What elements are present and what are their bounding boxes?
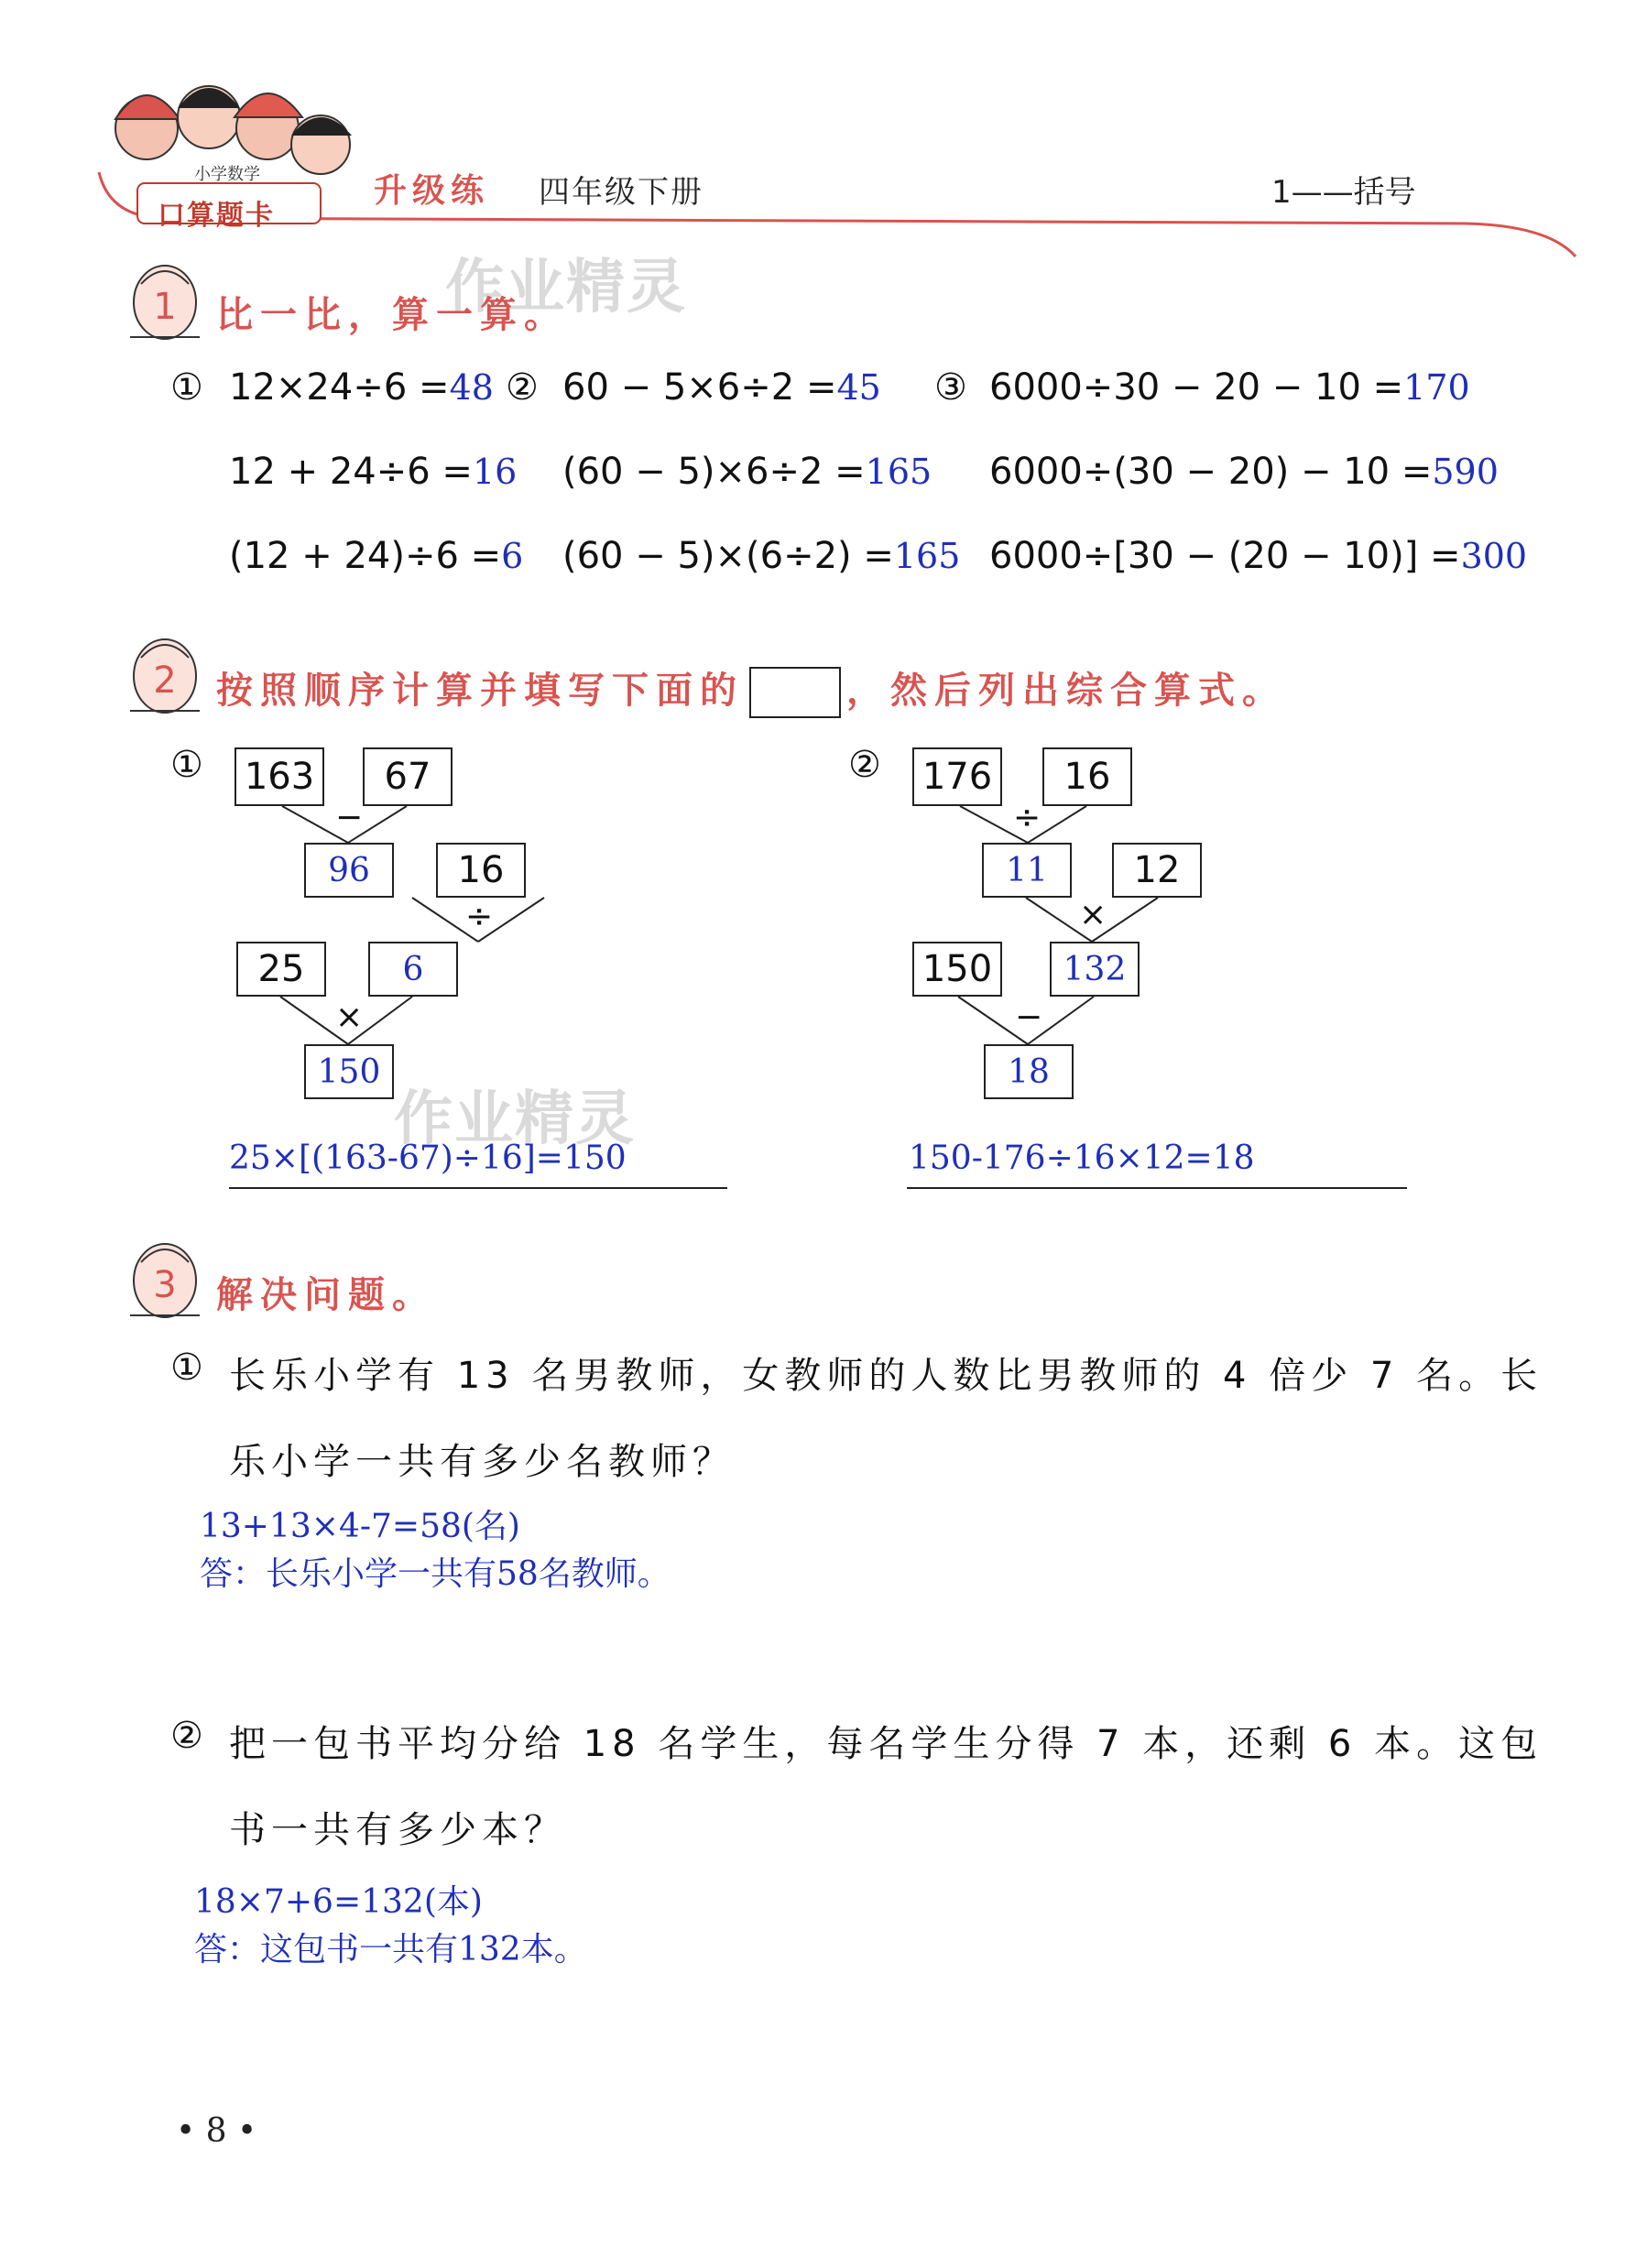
svg-text:3: 3 xyxy=(153,1264,177,1306)
item-marker: ③ xyxy=(934,366,967,409)
number-box: 16 xyxy=(436,843,526,898)
item-marker: ② xyxy=(170,1715,203,1757)
svg-text:2: 2 xyxy=(153,660,177,702)
operator: − xyxy=(335,799,364,836)
number-box: 67 xyxy=(363,747,453,806)
solution-answer: 答：长乐小学一共有58名教师。 xyxy=(200,1555,671,1593)
svg-text:1: 1 xyxy=(153,286,177,328)
question-text: 乐小学一共有多少名教师？ xyxy=(229,1441,735,1483)
expression: 6000÷30 − 20 − 10 =170 xyxy=(989,366,1470,409)
expression: 60 − 5×6÷2 =45 xyxy=(562,366,881,409)
number-box: 16 xyxy=(1042,747,1132,806)
answer-box: 96 xyxy=(304,843,394,898)
expression: 12×24÷6 =48 xyxy=(229,366,494,409)
expression: (60 − 5)×(6÷2) =165 xyxy=(562,535,961,577)
operator: ÷ xyxy=(1013,799,1042,836)
item-marker: ② xyxy=(506,366,539,409)
item-marker: ② xyxy=(848,744,881,786)
item-marker: ① xyxy=(170,744,203,786)
operator: − xyxy=(1015,998,1043,1036)
answer: 6 xyxy=(501,536,524,576)
number-box: 163 xyxy=(234,747,324,806)
expression: (12 + 24)÷6 =6 xyxy=(229,535,524,577)
solution-answer: 答：这包书一共有132本。 xyxy=(194,1931,587,1968)
answer-box: 18 xyxy=(984,1044,1074,1099)
operator: ÷ xyxy=(465,898,494,935)
section-3-title: 解决问题。 xyxy=(216,1274,436,1316)
answer: 170 xyxy=(1403,367,1470,408)
expression: 6000÷[30 − (20 − 10)] =300 xyxy=(989,535,1528,577)
formula-underline xyxy=(907,1187,1407,1189)
answer-box: 150 xyxy=(304,1044,394,1099)
chapter-label: 1——括号 xyxy=(1271,174,1416,211)
question-text: 把一包书平均分给 18 名学生，每名学生分得 7 本，还剩 6 本。这包 xyxy=(229,1723,1543,1765)
brand-title: 升级练 xyxy=(374,172,490,210)
number-box: 25 xyxy=(236,942,326,997)
answer: 590 xyxy=(1432,452,1499,492)
watermark: 作业精灵 xyxy=(445,254,687,322)
question-text: 长乐小学有 13 名男教师，女教师的人数比男教师的 4 倍少 7 名。长 xyxy=(229,1355,1543,1397)
solution-calc: 13+13×4-7=58(名) xyxy=(200,1508,520,1545)
answer: 165 xyxy=(865,452,932,492)
watermark: 作业精灵 xyxy=(394,1085,636,1153)
answer: 165 xyxy=(893,536,961,576)
page-number: • 8 • xyxy=(176,2112,257,2150)
answer: 48 xyxy=(449,367,494,408)
operator: × xyxy=(1079,896,1107,933)
answer: 45 xyxy=(836,367,881,408)
answer-box: 132 xyxy=(1050,942,1140,997)
section-3-badge-icon xyxy=(121,1237,203,1328)
answer: 300 xyxy=(1460,536,1528,576)
logo-small-text: 小学数学 xyxy=(194,165,260,184)
question-text: 书一共有多少本？ xyxy=(229,1809,566,1851)
number-box: 176 xyxy=(912,747,1002,806)
expression: 12 + 24÷6 =16 xyxy=(229,451,518,493)
formula: 150-176÷16×12=18 xyxy=(909,1139,1255,1177)
operator: × xyxy=(335,998,364,1036)
expression: (60 − 5)×6÷2 =165 xyxy=(562,451,932,493)
grade-label: 四年级下册 xyxy=(539,174,703,211)
item-marker: ① xyxy=(170,1347,203,1389)
section-2-title: 按照顺序计算并填写下面的 ，然后列出综合算式。 xyxy=(216,661,1286,718)
answer-box: 11 xyxy=(982,843,1072,898)
answer-box: 6 xyxy=(368,942,458,997)
number-box: 12 xyxy=(1112,843,1202,898)
formula-underline xyxy=(229,1187,727,1189)
expression: 6000÷(30 − 20) − 10 =590 xyxy=(989,451,1499,493)
answer: 16 xyxy=(472,452,518,492)
item-marker: ① xyxy=(170,366,203,409)
solution-calc: 18×7+6=132(本) xyxy=(194,1883,483,1921)
logo-main-text: 口算题卡 xyxy=(158,200,275,232)
section-1-title: 比一比，算一算。 xyxy=(216,294,568,336)
formula: 25×[(163-67)÷16]=150 xyxy=(229,1139,627,1177)
number-box: 150 xyxy=(912,942,1002,997)
